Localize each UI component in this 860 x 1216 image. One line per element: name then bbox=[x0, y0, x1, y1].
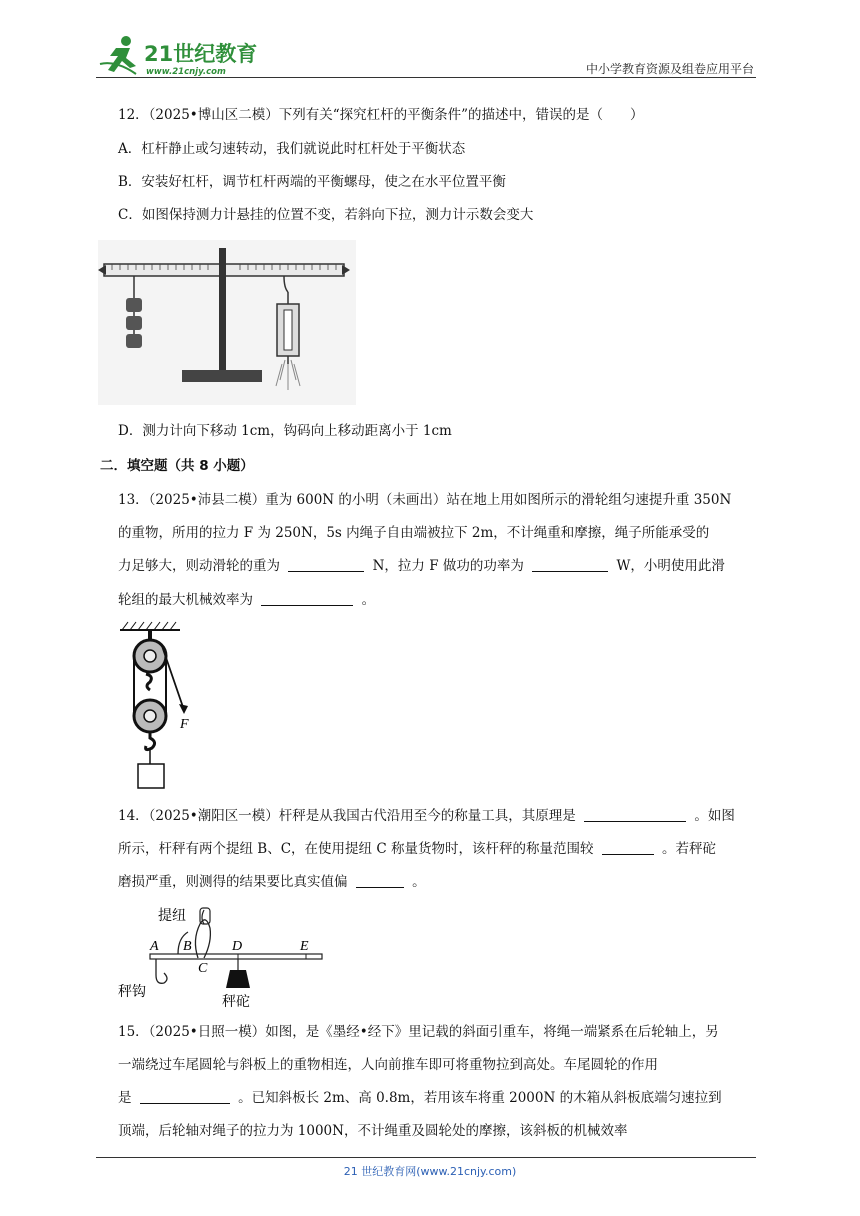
q13-line-2: 的重物，所用的拉力 F 为 250N，5s 内绳子自由端被拉下 2m，不计绳重和摩擦，绳子所能承受的 bbox=[118, 525, 710, 541]
q15-line-2: 一端绕过车尾圆轮与斜板上的重物相连，人向前推车即可将重物拉到高处。车尾圆轮的作用 bbox=[118, 1057, 658, 1073]
page-header bbox=[96, 30, 756, 80]
label-a: A bbox=[150, 939, 159, 954]
q13-blank-3[interactable] bbox=[261, 591, 353, 606]
label-gou: 秤钩 bbox=[118, 984, 146, 1000]
q15-text-3b: 。已知斜板长 2m、高 0.8m，若用该车将重 2000N 的木箱从斜板底端匀速拉到 bbox=[238, 1090, 722, 1106]
q14-text-2b: 。若秤砣 bbox=[662, 841, 717, 857]
q13-blank-1[interactable] bbox=[288, 557, 364, 572]
q14-line-2 bbox=[118, 839, 716, 859]
q15-text-3a: 是 bbox=[118, 1090, 132, 1106]
q13-text-3a: 力足够大，则动滑轮的重为 bbox=[118, 558, 280, 574]
lever-figure bbox=[98, 240, 356, 405]
footer-text: 21 世纪教育网(www.21cnjy.com) bbox=[343, 1165, 517, 1178]
label-c: C bbox=[198, 961, 208, 976]
q15-line-4: 顶端，后轮轴对绳子的拉力为 1000N，不计绳重及圆轮处的摩擦，该斜板的机械效率 bbox=[118, 1123, 628, 1139]
q14-text-1a: 14．（2025•潮阳区一模）杆秤是从我国古代沿用至今的称量工具，其原理是 bbox=[118, 808, 576, 824]
q14-blank-1[interactable] bbox=[584, 807, 686, 822]
logo-url: www.21cnjy.com bbox=[146, 67, 226, 77]
q14-text-3b: 。 bbox=[412, 874, 426, 890]
q13-text-3b: N，拉力 F 做功的功率为 bbox=[372, 558, 524, 574]
q15-line-1: 15．（2025•日照一模）如图，是《墨经•经下》里记载的斜面引重车，将绳一端紧系在后轮轴上，另 bbox=[118, 1024, 719, 1040]
q14-blank-3[interactable] bbox=[356, 873, 404, 888]
section-title: 二．填空题（共 8 小题） bbox=[100, 458, 254, 474]
footer-divider bbox=[96, 1157, 756, 1158]
q12-option-c: C．如图保持测力计悬挂的位置不变，若斜向下拉，测力计示数会变大 bbox=[118, 207, 534, 223]
q13-text-4b: 。 bbox=[361, 592, 376, 608]
pulley-figure bbox=[118, 620, 208, 792]
q12-stem: 12．（2025•博山区二模）下列有关“探究杠杆的平衡条件”的描述中，错误的是（ ） bbox=[118, 107, 644, 123]
q13-line-1: 13．（2025•沛县二模）重为 600N 的小明（未画出）站在地上用如图所示的滑轮组匀速提升重 350N bbox=[118, 492, 732, 508]
q12-option-b: B．安装好杠杆，调节杠杆两端的平衡螺母，使之在水平位置平衡 bbox=[118, 174, 506, 190]
label-e: E bbox=[300, 939, 309, 954]
logo-text: 21世纪教育 bbox=[144, 42, 258, 66]
label-tuo: 秤砣 bbox=[222, 994, 250, 1010]
q15-blank-1[interactable] bbox=[140, 1089, 230, 1104]
q14-line-1 bbox=[118, 806, 735, 826]
runner-icon bbox=[100, 36, 136, 74]
logo bbox=[96, 34, 266, 78]
q14-text-3a: 磨损严重，则测得的结果要比真实值偏 bbox=[118, 874, 348, 890]
force-label: F bbox=[180, 717, 189, 732]
q13-text-4a: 轮组的最大机械效率为 bbox=[118, 592, 253, 608]
label-b: B bbox=[183, 939, 192, 954]
label-d: D bbox=[232, 939, 243, 954]
q14-text-1b: 。如图 bbox=[694, 808, 735, 824]
steelyard-figure bbox=[112, 900, 332, 1012]
q14-blank-2[interactable] bbox=[602, 840, 654, 855]
q12-option-a: A．杠杆静止或匀速转动，我们就说此时杠杆处于平衡状态 bbox=[118, 141, 466, 157]
platform-name: 中小学教育资源及组卷应用平台 bbox=[585, 62, 754, 76]
q15-line-3 bbox=[118, 1088, 722, 1108]
q13-line-3 bbox=[118, 556, 725, 576]
q13-line-4 bbox=[118, 590, 375, 610]
q14-text-2a: 所示，杆秤有两个提纽 B、C，在使用提纽 C 称量货物时，该杆秤的称量范围较 bbox=[118, 841, 594, 857]
q13-blank-2[interactable] bbox=[532, 557, 608, 572]
header-divider bbox=[96, 77, 756, 78]
q14-line-3 bbox=[118, 872, 426, 892]
q13-text-3c: W，小明使用此滑 bbox=[616, 558, 725, 574]
label-tiniu: 提纽 bbox=[158, 908, 186, 924]
q12-option-d: D．测力计向下移动 1cm，钩码向上移动距离小于 1cm bbox=[118, 423, 452, 439]
